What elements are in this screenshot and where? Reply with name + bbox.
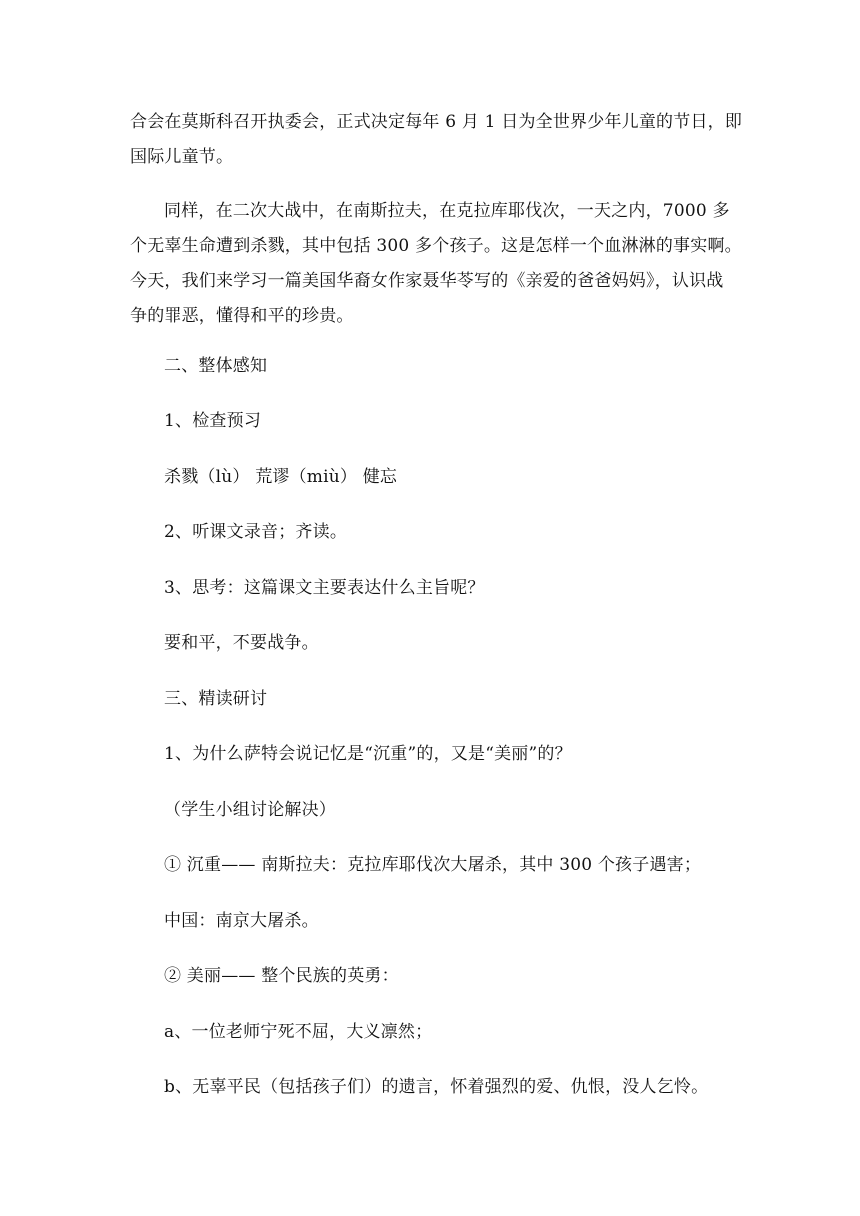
section-heading-overall: 二、整体感知: [164, 356, 268, 376]
paragraph-1-line-1: 合会在莫斯科召开执委会，正式决定每年 6 月 1 日为全世界少年儿童的节日，即: [130, 112, 743, 132]
item-preview-check: 1、检查预习: [164, 411, 262, 431]
point-beautiful-b: b、无辜平民（包括孩子们）的遗言，怀着强烈的爱、仇恨，没人乞怜。: [164, 1077, 709, 1097]
group-discussion-note: （学生小组讨论解决）: [164, 800, 336, 820]
paragraph-2-line-1: 同样，在二次大战中，在南斯拉夫，在克拉库耶伐次，一天之内，7000 多: [164, 201, 730, 221]
point-beautiful: ② 美丽—— 整个民族的英勇：: [164, 966, 399, 986]
paragraph-1-line-2: 国际儿童节。: [130, 147, 234, 167]
section-heading-close-reading: 三、精读研讨: [164, 689, 268, 709]
point-heavy-china: 中国：南京大屠杀。: [164, 911, 319, 931]
point-beautiful-a: a、一位老师宁死不屈，大义凛然；: [164, 1022, 433, 1042]
item-listen-read: 2、听课文录音；齐读。: [164, 522, 348, 542]
question-memory: 1、为什么萨特会说记忆是“沉重”的，又是“美丽”的？: [164, 744, 572, 764]
item-think: 3、思考：这篇课文主要表达什么主旨呢？: [164, 578, 485, 598]
answer-peace: 要和平，不要战争。: [164, 633, 319, 653]
paragraph-2-line-2: 个无辜生命遭到杀戮，其中包括 300 多个孩子。这是怎样一个血淋淋的事实啊。: [130, 236, 742, 256]
paragraph-2-line-3: 今天，我们来学习一篇美国华裔女作家聂华苓写的《亲爱的爸爸妈妈》，认识战: [130, 271, 724, 291]
vocab-line: 杀戮（lù） 荒谬（miù） 健忘: [164, 467, 398, 487]
point-heavy: ① 沉重—— 南斯拉夫：克拉库耶伐次大屠杀，其中 300 个孩子遇害；: [164, 855, 702, 875]
paragraph-2-line-4: 争的罪恶，懂得和平的珍贵。: [130, 306, 354, 326]
